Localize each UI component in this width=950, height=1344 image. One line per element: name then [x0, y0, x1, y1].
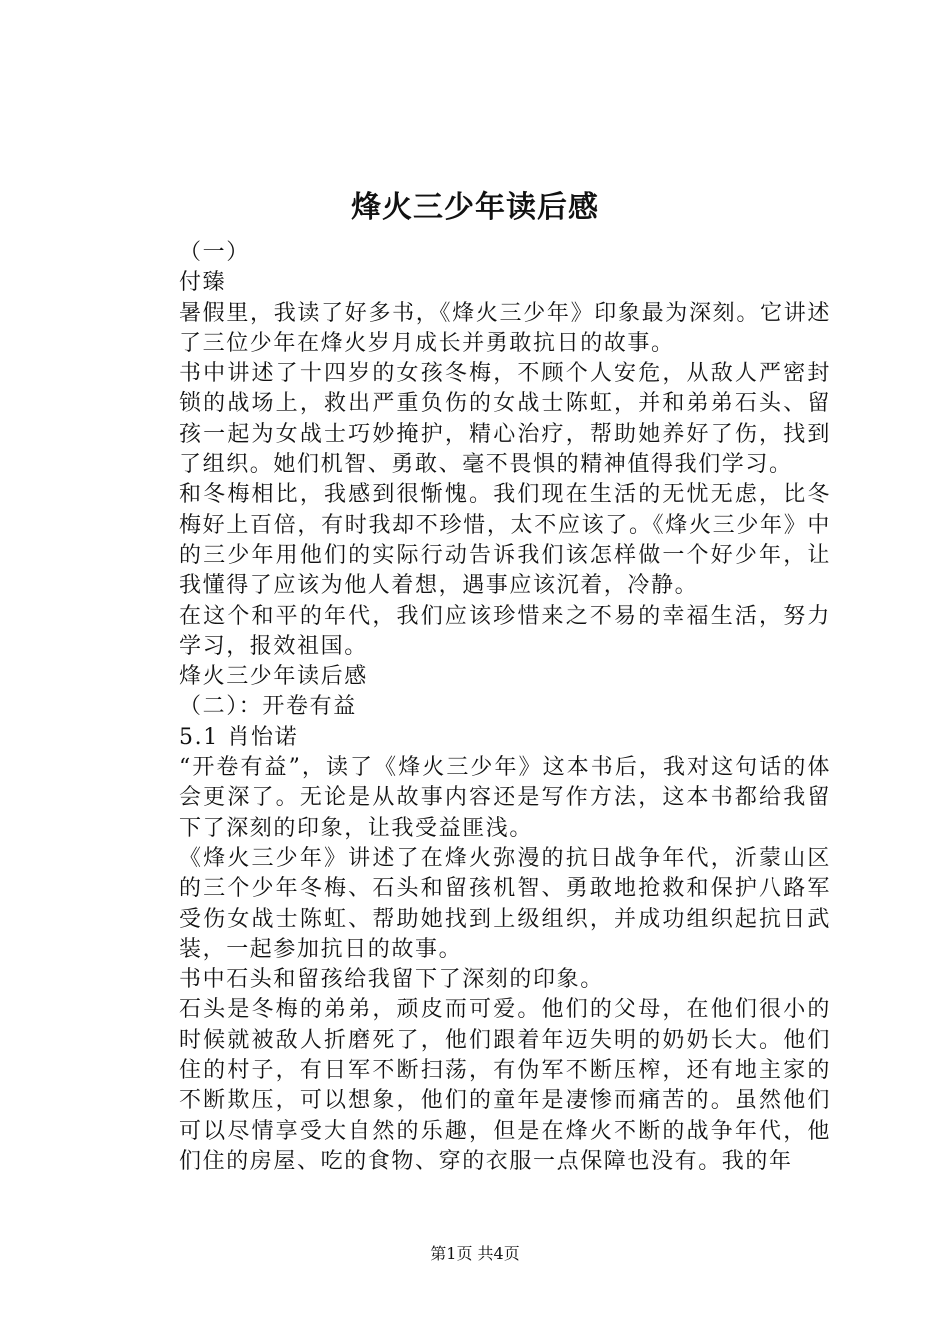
document-title: 烽火三少年读后感 [351, 190, 599, 225]
author-name-2: 5.1 肖怡诺 [179, 724, 299, 750]
page-footer: 第1页 共4页 [430, 1244, 520, 1263]
paragraph: 暑假里，我读了好多书，《烽火三少年》印象最为深刻。它讲述了三位少年在烽火岁月成长并勇敢抗日的故事。 [179, 300, 831, 356]
document-body [131, 238, 831, 1177]
author-name-1: 付臻 [179, 270, 227, 296]
paragraph: 书中讲述了十四岁的女孩冬梅，不顾个人安危，从敌人严密封锁的战场上，救出严重负伤的女战士陈虹，并和弟弟石头、留孩一起为女战士巧妙掩护，精心治疗，帮助她养好了伤，找到了组织。她们机智、勇敢、毫不畏惧的精神值得我们学习。 [179, 361, 831, 478]
paragraph: 书中石头和留孩给我留下了深刻的印象。 [179, 967, 604, 993]
paragraph: 和冬梅相比，我感到很惭愧。我们现在生活的无忧无虑，比冬梅好上百倍，有时我却不珍惜，太不应该了。《烽火三少年》中的三少年用他们的实际行动告诉我们该怎样做一个好少年，让我懂得了应该为他人着想，遇事应该沉着，冷静。 [179, 482, 831, 599]
section-heading-2: （二）：开卷有益 [179, 694, 357, 720]
paragraph: “开卷有益”，读了《烽火三少年》这本书后，我对这句话的体会更深了。无论是从故事内容还是写作方法，这本书都给我留下了深刻的印象，让我受益匪浅。 [179, 755, 831, 841]
paragraph: 《烽火三少年》讲述了在烽火弥漫的抗日战争年代，沂蒙山区的三个少年冬梅、石头和留孩机智、勇敢地抢救和保护八路军受伤女战士陈虹、帮助她找到上级组织，并成功组织起抗日武装，一起参加抗日的故事。 [179, 845, 831, 962]
section-heading-1: （一） [179, 240, 250, 265]
section-title-2: 烽火三少年读后感 [179, 664, 368, 690]
paragraph: 在这个和平的年代，我们应该珍惜来之不易的幸福生活，努力学习，报效祖国。 [179, 603, 831, 659]
paragraph: 石头是冬梅的弟弟，顽皮而可爱。他们的父母，在他们很小的时候就被敌人折磨死了，他们跟着年迈失明的奶奶长大。他们住的村子，有日军不断扫荡，有伪军不断压榨，还有地主家的不断欺压，可以想象，他们的童年是凄惨而痛苦的。虽然他们可以尽情享受大自然的乐趣，但是在烽火不断的战争年代，他们住的房屋、吃的食物、穿的衣服一点保障也没有。我的年 [179, 997, 831, 1174]
